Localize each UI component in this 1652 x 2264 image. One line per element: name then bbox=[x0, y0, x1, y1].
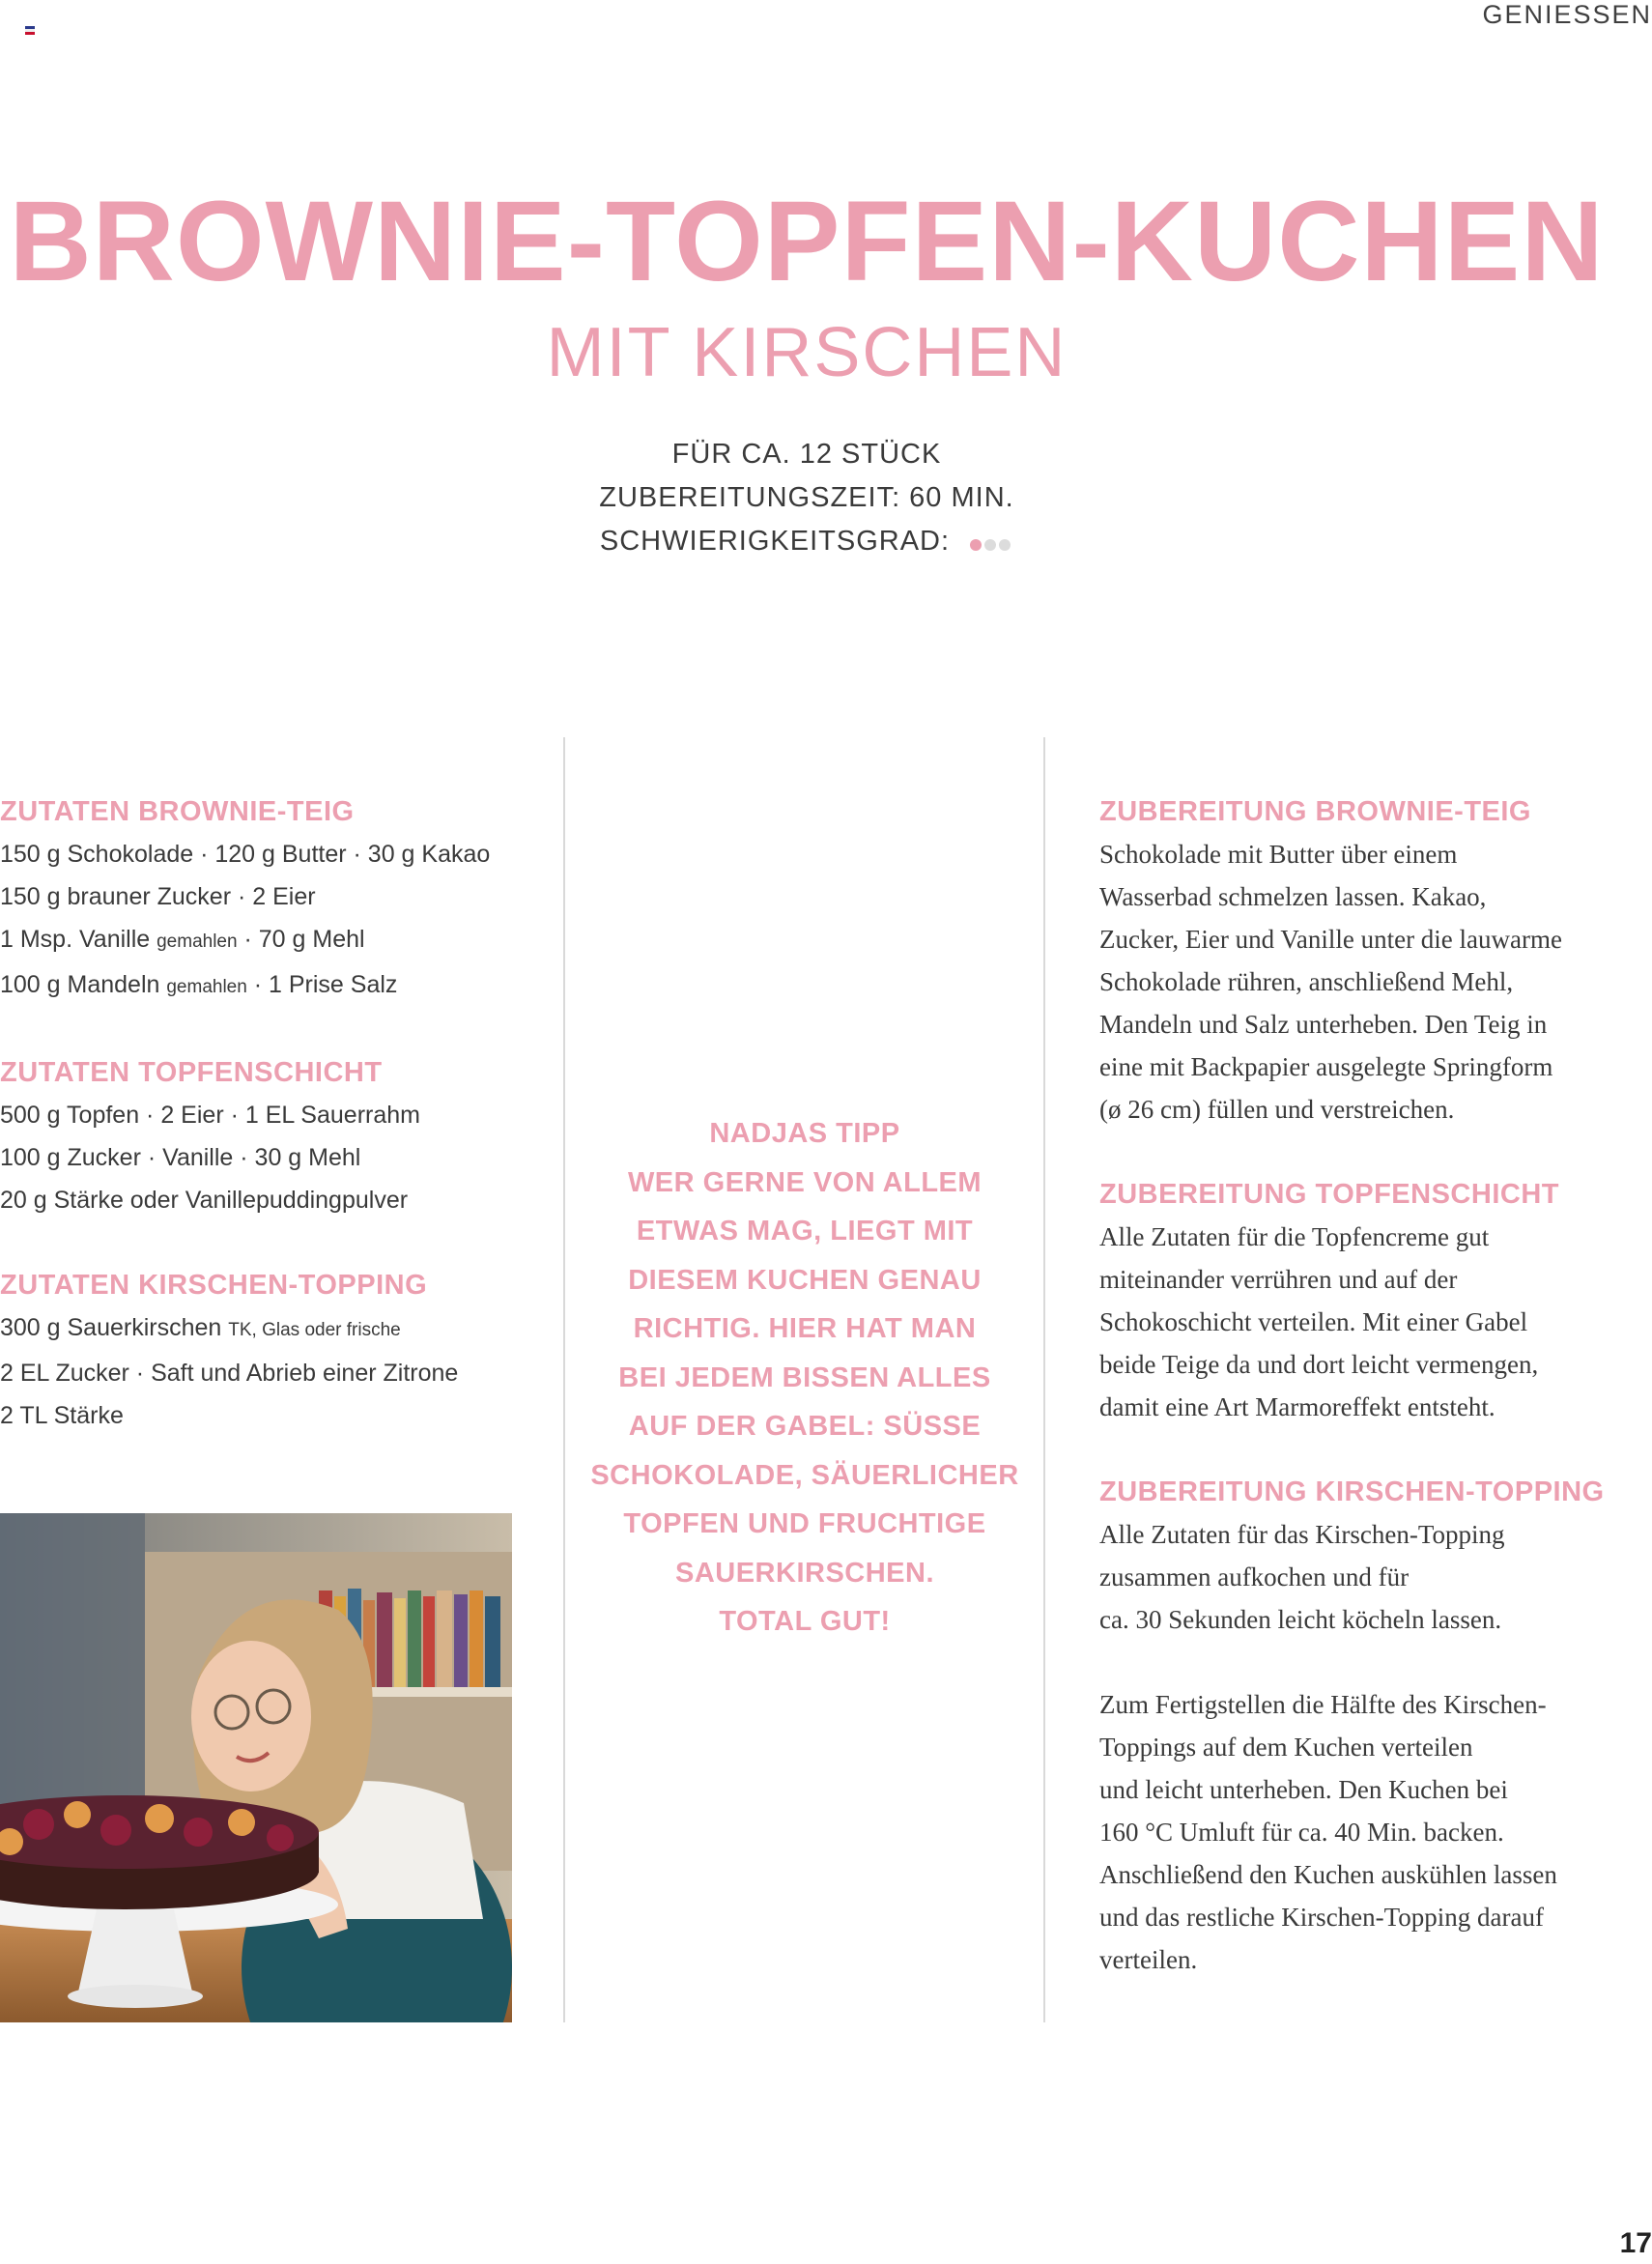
tip-line: RICHTIG. HIER HAT MAN bbox=[633, 1313, 977, 1344]
prep-line: Zum Fertigstellen die Hälfte des Kirschen- bbox=[1099, 1690, 1547, 1719]
language-flag-icon bbox=[25, 26, 35, 35]
difficulty-dot-empty bbox=[984, 539, 996, 551]
recipe-subtitle: MIT KIRSCHEN bbox=[546, 314, 1068, 391]
prep-line: eine mit Backpapier ausgelegte Springform bbox=[1099, 1052, 1553, 1081]
prep-line: Schokoschicht verteilen. Mit einer Gabel bbox=[1099, 1307, 1528, 1336]
tip-line: AUF DER GABEL: SÜSSE bbox=[628, 1411, 982, 1442]
section-label: GENIESSEN bbox=[1482, 0, 1652, 29]
tip-line: ETWAS MAG, LIEGT MIT bbox=[636, 1216, 974, 1247]
servings: FÜR CA. 12 STÜCK bbox=[671, 439, 942, 470]
prep-line: beide Teige da und dort leicht vermengen, bbox=[1099, 1350, 1539, 1379]
prep-line: Schokolade mit Butter über einem bbox=[1099, 840, 1458, 869]
prep-line: Mandeln und Salz unterheben. Den Teig in bbox=[1099, 1010, 1548, 1039]
prep-line: (ø 26 cm) füllen und verstreichen. bbox=[1099, 1095, 1455, 1124]
prep-line: Schokolade rühren, anschließend Mehl, bbox=[1099, 967, 1514, 996]
tip-line: TOPFEN UND FRUCHTIGE bbox=[623, 1508, 986, 1539]
prep-topfen-heading: ZUBEREITUNG TOPFENSCHICHT bbox=[1099, 1179, 1559, 1210]
recipe-meta bbox=[0, 433, 1613, 564]
difficulty-rating bbox=[970, 521, 1013, 564]
ingredient-line: 1 Msp. Vanille gemahlen · 70 g Mehl bbox=[0, 926, 365, 953]
prep-line: Anschließend den Kuchen auskühlen lassen bbox=[1099, 1860, 1557, 1889]
column-divider bbox=[563, 737, 565, 2022]
tip-line: SCHOKOLADE, SÄUERLICHER bbox=[590, 1459, 1019, 1491]
ingredients-topfen-heading: ZUTATEN TOPFENSCHICHT bbox=[0, 1057, 383, 1088]
ingredient-line: 500 g Topfen · 2 Eier · 1 EL Sauerrahm bbox=[0, 1102, 420, 1129]
column-divider bbox=[1043, 737, 1045, 2022]
ingredients-brownie-heading: ZUTATEN BROWNIE-TEIG bbox=[0, 796, 355, 827]
ingredient-line: 150 g brauner Zucker · 2 Eier bbox=[0, 883, 316, 910]
ingredient-line: 2 TL Stärke bbox=[0, 1402, 124, 1429]
prep-brownie-heading: ZUBEREITUNG BROWNIE-TEIG bbox=[1099, 796, 1531, 827]
prep-line: Zucker, Eier und Vanille unter die lauwarme bbox=[1099, 925, 1562, 954]
difficulty-label: SCHWIERIGKEITSGRAD: bbox=[599, 526, 951, 557]
tip-line: TOTAL GUT! bbox=[719, 1606, 891, 1637]
baker-with-cake-photo bbox=[0, 1513, 512, 2022]
difficulty bbox=[0, 520, 1613, 564]
ingredient-line: 100 g Mandeln gemahlen · 1 Prise Salz bbox=[0, 971, 398, 998]
prep-line: Toppings auf dem Kuchen verteilen bbox=[1099, 1733, 1473, 1762]
ingredient-line: 150 g Schokolade · 120 g Butter · 30 g Kakao bbox=[0, 841, 491, 868]
prep-line: damit eine Art Marmoreffekt entsteht. bbox=[1099, 1392, 1495, 1421]
prep-line: ca. 30 Sekunden leicht köcheln lassen. bbox=[1099, 1605, 1502, 1634]
prep-time: ZUBEREITUNGSZEIT: 60 MIN. bbox=[599, 482, 1014, 513]
ingredient-line: 100 g Zucker · Vanille · 30 g Mehl bbox=[0, 1144, 361, 1171]
tip-line: SAUERKIRSCHEN. bbox=[674, 1557, 935, 1589]
prep-line: verteilen. bbox=[1099, 1945, 1198, 1974]
prep-line: Alle Zutaten für die Topfencreme gut bbox=[1099, 1222, 1490, 1251]
ingredients-kirschen-heading: ZUTATEN KIRSCHEN-TOPPING bbox=[0, 1270, 428, 1301]
nadjas-tip bbox=[580, 1109, 1030, 1647]
prep-line: miteinander verrühren und auf der bbox=[1099, 1265, 1458, 1294]
tip-heading: NADJAS TIPP bbox=[709, 1118, 900, 1149]
difficulty-dot-empty bbox=[999, 539, 1011, 551]
prep-line: zusammen aufkochen und für bbox=[1099, 1562, 1410, 1591]
prep-line: 160 °C Umluft für ca. 40 Min. backen. bbox=[1099, 1818, 1504, 1847]
page-number: 17 bbox=[1619, 2227, 1652, 2259]
ingredient-line: 300 g Sauerkirschen TK, Glas oder frische bbox=[0, 1314, 401, 1341]
ingredients-column bbox=[0, 790, 541, 1437]
tip-line: BEI JEDEM BISSEN ALLES bbox=[618, 1361, 991, 1393]
prep-line: und das restliche Kirschen-Topping darauf bbox=[1099, 1903, 1544, 1932]
tip-line: WER GERNE VON ALLEM bbox=[627, 1166, 983, 1198]
difficulty-dot-filled bbox=[970, 539, 982, 551]
ingredient-line: 20 g Stärke oder Vanillepuddingpulver bbox=[0, 1187, 409, 1214]
prep-line: und leicht unterheben. Den Kuchen bei bbox=[1099, 1775, 1508, 1804]
prep-line: Alle Zutaten für das Kirschen-Topping bbox=[1099, 1520, 1505, 1549]
ingredient-line: 2 EL Zucker · Saft und Abrieb einer Zitrone bbox=[0, 1360, 459, 1387]
tip-line: DIESEM KUCHEN GENAU bbox=[628, 1264, 982, 1296]
prep-line: Wasserbad schmelzen lassen. Kakao, bbox=[1099, 882, 1487, 911]
preparation-column bbox=[1099, 790, 1621, 1981]
prep-kirschen-heading: ZUBEREITUNG KIRSCHEN-TOPPING bbox=[1099, 1476, 1605, 1507]
recipe-title: BROWNIE-TOPFEN-KUCHEN bbox=[9, 178, 1605, 305]
